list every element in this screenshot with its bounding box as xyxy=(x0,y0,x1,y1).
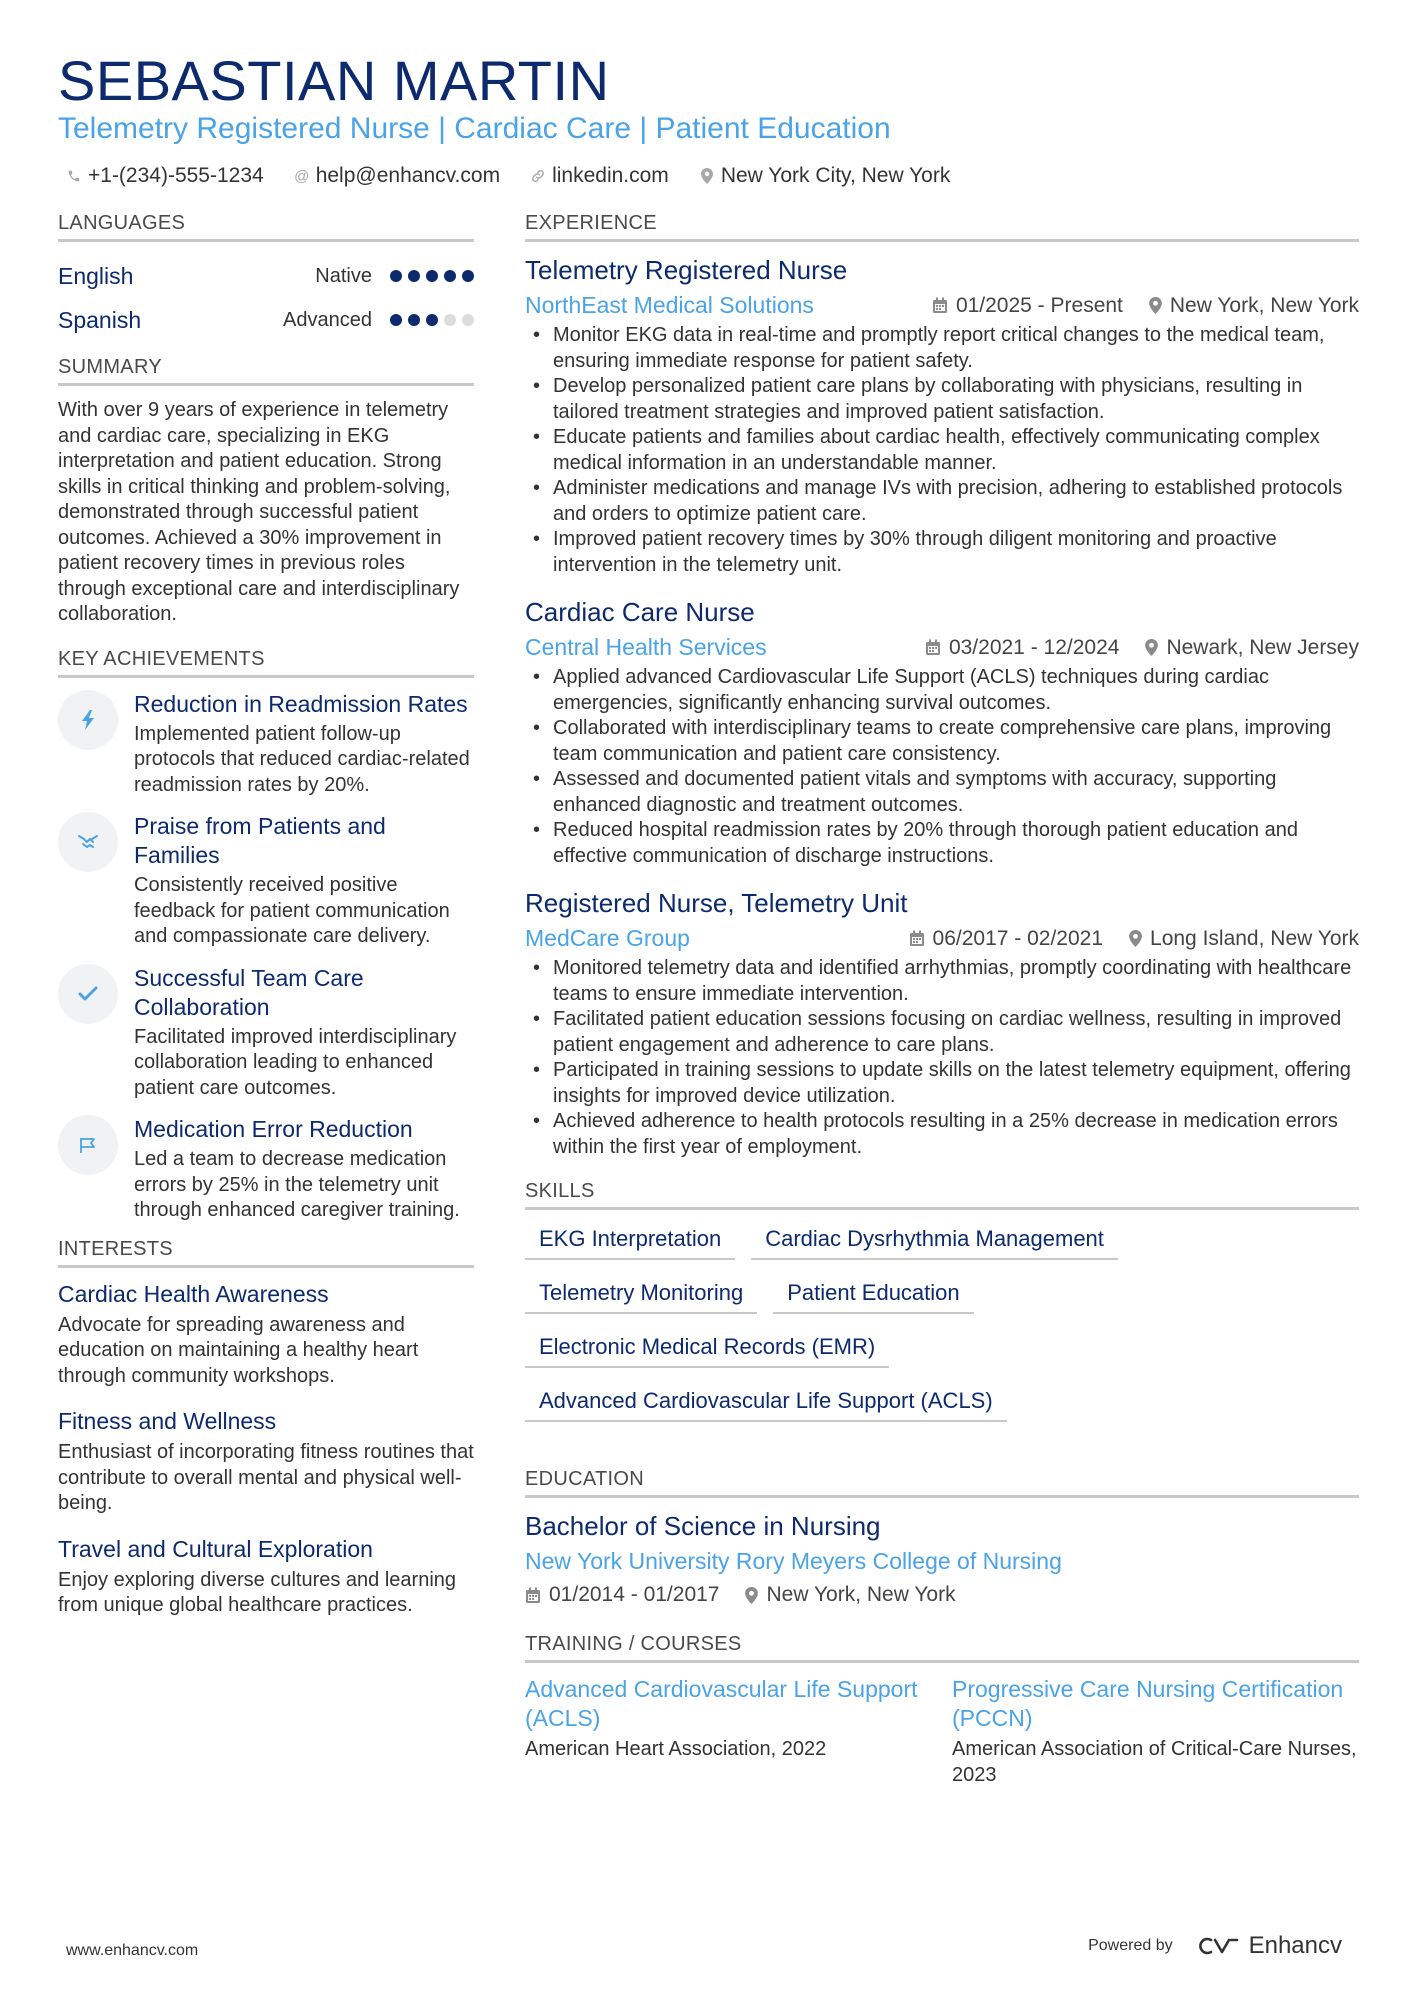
rating-dot-filled xyxy=(462,270,474,282)
course-org: American Heart Association, 2022 xyxy=(525,1738,827,1760)
achievement-desc: Implemented patient follow-up protocols that reduced cardiac-related readmission rates by 20%. xyxy=(134,722,470,796)
course-title: Progressive Care Nursing Certification (PCCN) xyxy=(952,1676,1344,1731)
rating-dot-filled xyxy=(408,314,420,326)
calendar-icon xyxy=(925,639,941,656)
course-title: Advanced Cardiovascular Life Support (ACLS) xyxy=(525,1676,918,1731)
skills-heading: SKILLS xyxy=(525,1180,1359,1210)
enhancv-logo-icon xyxy=(1197,1935,1241,1957)
interest-title: Fitness and Wellness xyxy=(58,1408,277,1434)
interest-desc: Enjoy exploring diverse cultures and learning from unique global healthcare practices. xyxy=(58,1568,457,1616)
right-column xyxy=(525,212,1359,1788)
language-level: Native xyxy=(315,264,372,287)
job-location-text: New York, New York xyxy=(1169,293,1359,317)
job-bullet: • Participated in training sessions to update skills on the latest telemetry equipment, offering insights for improved device utilization. xyxy=(525,1058,1359,1109)
interest-desc: Advocate for spreading awareness and education on maintaining a healthy heart through community workshops. xyxy=(58,1313,419,1387)
contact-phone xyxy=(66,164,264,188)
achievement-desc: Facilitated improved interdisciplinary collaboration leading to enhanced patient care outcomes. xyxy=(134,1025,457,1099)
achievement-title: Reduction in Readmission Rates xyxy=(134,690,468,717)
education-location xyxy=(745,1583,955,1607)
interest-title: Cardiac Health Awareness xyxy=(58,1280,329,1307)
job-title: Registered Nurse, Telemetry Unit xyxy=(525,888,908,918)
job-bullet: • Assessed and documented patient vitals and symptoms with accuracy, supporting enhanced diagnostic and treatment outcomes. xyxy=(525,767,1359,818)
candidate-tagline: Telemetry Registered Nurse | Cardiac Care | Patient Education xyxy=(58,112,891,145)
education-location-text: New York, New York xyxy=(766,1583,956,1606)
calendar-icon xyxy=(525,1587,541,1604)
job-bullets xyxy=(525,665,1359,869)
job-meta xyxy=(525,925,1359,952)
skill-tag: Telemetry Monitoring xyxy=(525,1276,757,1314)
job-dates-text: 03/2021 - 12/2024 xyxy=(948,635,1120,659)
job-dates-text: 01/2025 - Present xyxy=(955,293,1123,317)
course-item xyxy=(525,1675,932,1788)
education-heading: EDUCATION xyxy=(525,1468,1359,1498)
rating-dot-empty xyxy=(462,314,474,326)
job-bullet: • Monitor EKG data in real-time and promptly report critical changes to the medical team, ensuring immediate response for patient safety. xyxy=(525,323,1359,374)
achievement-title: Praise from Patients and Families xyxy=(134,813,386,868)
summary-text: With over 9 years of experience in telemetry and cardiac care, specializing in EKG interpretation and patient education. Strong skills in critical thinking and problem-solving, demonstrated through successful patient outcomes. Achieved a 30% improvement in patient recovery times in previous roles through exceptional care and interdisciplinary collaboration. xyxy=(58,399,460,625)
rating-dot-empty xyxy=(444,314,456,326)
phone-icon xyxy=(66,167,82,185)
education-dates xyxy=(525,1583,719,1607)
rating-dot-filled xyxy=(390,314,402,326)
job-bullet: • Collaborated with interdisciplinary teams to create comprehensive care plans, improving team communication and patient care consistency. xyxy=(525,716,1359,767)
language-item xyxy=(58,254,474,298)
interest-item xyxy=(58,1280,474,1390)
job-bullet: • Achieved adherence to health protocols resulting in a 25% decrease in medication errors within the first year of employment. xyxy=(525,1109,1359,1160)
interest-title: Travel and Cultural Exploration xyxy=(58,1535,373,1562)
job-location-text: Long Island, New York xyxy=(1150,926,1359,950)
job-bullets xyxy=(525,323,1359,578)
job-bullets xyxy=(525,956,1359,1160)
job-company: MedCare Group xyxy=(525,925,690,951)
link-icon xyxy=(530,167,546,185)
job-bullet: • Monitored telemetry data and identified arrhythmias, promptly coordinating with healthcare teams to ensure immediate intervention. xyxy=(525,956,1359,1007)
job-entry xyxy=(525,254,1359,578)
skill-tag: EKG Interpretation xyxy=(525,1222,735,1260)
footer-brand xyxy=(1088,1932,1342,1960)
interests-heading: INTERESTS xyxy=(58,1238,474,1268)
job-entry xyxy=(525,887,1359,1160)
education-entry xyxy=(525,1510,1359,1607)
checkmark-icon xyxy=(58,964,118,1024)
skills-list xyxy=(525,1222,1165,1422)
achievement-item xyxy=(58,812,474,950)
achievement-title: Successful Team Care Collaboration xyxy=(134,964,364,1020)
language-name: English xyxy=(58,262,134,289)
contact-linkedin xyxy=(530,164,669,188)
skill-tag: Electronic Medical Records (EMR) xyxy=(525,1330,889,1368)
achievement-body xyxy=(134,964,474,1102)
languages-heading: LANGUAGES xyxy=(58,212,474,242)
job-dates-text: 06/2017 - 02/2021 xyxy=(932,926,1104,950)
education-meta xyxy=(525,1583,1359,1607)
achievement-desc: Consistently received positive feedback for patient communication and compassionate care delivery. xyxy=(134,874,450,947)
languages-list xyxy=(58,254,474,342)
courses-list xyxy=(525,1675,1359,1788)
job-bullet: • Reduced hospital readmission rates by 20% through thorough patient education and effective communication of discharge instructions. xyxy=(525,818,1359,869)
achievements-heading: KEY ACHIEVEMENTS xyxy=(58,648,474,678)
handshake-icon xyxy=(58,812,118,872)
skill-tag: Patient Education xyxy=(773,1276,973,1314)
job-title: Cardiac Care Nurse xyxy=(525,597,755,627)
achievements-list xyxy=(58,690,474,1224)
interests-list xyxy=(58,1280,474,1619)
location-pin-icon xyxy=(1129,930,1142,947)
job-bullet: • Educate patients and families about cardiac health, effectively communicating complex medical information in an understandable manner. xyxy=(525,425,1359,476)
enhancv-brand-text: Enhancv xyxy=(1248,1932,1342,1959)
job-dates xyxy=(909,927,1103,951)
achievement-body xyxy=(134,690,474,799)
experience-heading: EXPERIENCE xyxy=(525,212,1359,242)
email-text[interactable]: help@enhancv.com xyxy=(315,164,501,187)
powered-by-text: Powered by xyxy=(1088,1937,1173,1954)
location-pin-icon xyxy=(1145,639,1158,656)
contact-location xyxy=(699,164,951,188)
achievement-desc: Led a team to decrease medication errors by 25% in the telemetry unit through enhanced caregiver training. xyxy=(134,1148,460,1221)
interest-desc: Enthusiast of incorporating fitness routines that contribute to overall mental and physical well-being. xyxy=(58,1441,474,1514)
job-bullet: • Administer medications and manage IVs with precision, adhering to established protocols and orders to optimize patient care. xyxy=(525,476,1359,527)
location-pin-icon xyxy=(745,1587,758,1604)
calendar-icon xyxy=(932,297,948,314)
flag-icon xyxy=(58,1115,118,1175)
linkedin-text[interactable]: linkedin.com xyxy=(552,164,669,187)
achievement-body xyxy=(134,812,474,950)
calendar-icon xyxy=(909,930,925,947)
rating-dot-filled xyxy=(426,270,438,282)
achievement-title: Medication Error Reduction xyxy=(134,1116,413,1142)
location-text: New York City, New York xyxy=(720,164,951,187)
phone-text[interactable]: +1-(234)-555-1234 xyxy=(88,164,264,187)
job-entry xyxy=(525,596,1359,869)
interest-item xyxy=(58,1407,474,1517)
interest-item xyxy=(58,1535,474,1619)
course-item xyxy=(952,1675,1359,1788)
lightning-icon xyxy=(58,690,118,750)
achievement-item xyxy=(58,1115,474,1224)
job-meta xyxy=(525,292,1359,319)
rating-dot-filled xyxy=(444,270,456,282)
achievement-item xyxy=(58,964,474,1102)
contact-email xyxy=(294,164,500,188)
job-meta xyxy=(525,634,1359,661)
job-location xyxy=(1145,636,1359,660)
rating-dot-filled xyxy=(408,270,420,282)
job-company: NorthEast Medical Solutions xyxy=(525,292,814,318)
location-pin-icon xyxy=(1149,297,1162,314)
education-school: New York University Rory Meyers College of Nursing xyxy=(525,1548,1062,1574)
language-level: Advanced xyxy=(283,308,372,331)
at-icon: @ xyxy=(294,167,310,185)
education-degree: Bachelor of Science in Nursing xyxy=(525,1511,881,1541)
skill-tag: Advanced Cardiovascular Life Support (ACLS) xyxy=(525,1384,1007,1422)
job-title: Telemetry Registered Nurse xyxy=(525,255,848,285)
achievement-item xyxy=(58,690,474,799)
language-item xyxy=(58,298,474,342)
training-heading: TRAINING / COURSES xyxy=(525,1633,1359,1663)
rating-dot-filled xyxy=(390,270,402,282)
summary-heading: SUMMARY xyxy=(58,356,474,386)
job-location-text: Newark, New Jersey xyxy=(1166,635,1359,659)
education-dates-text: 01/2014 - 01/2017 xyxy=(549,1583,720,1606)
left-column xyxy=(58,212,474,1637)
job-bullet: • Facilitated patient education sessions focusing on cardiac wellness, resulting in improved patient engagement and adherence to care plans. xyxy=(525,1007,1359,1058)
language-rating xyxy=(390,314,474,326)
language-name: Spanish xyxy=(58,306,142,333)
location-pin-icon xyxy=(699,167,715,185)
job-bullet: • Applied advanced Cardiovascular Life Support (ACLS) techniques during cardiac emergencies, significantly enhancing survival outcomes. xyxy=(525,665,1359,716)
contact-bar xyxy=(66,164,950,188)
achievement-body xyxy=(134,1115,474,1224)
job-bullet: • Develop personalized patient care plans by collaborating with physicians, resulting in tailored treatment strategies and improved patient satisfaction. xyxy=(525,374,1359,425)
language-rating xyxy=(390,270,474,282)
rating-dot-filled xyxy=(426,314,438,326)
footer-url[interactable]: www.enhancv.com xyxy=(66,1942,199,1959)
enhancv-logo[interactable] xyxy=(1197,1932,1342,1960)
course-org: American Association of Critical-Care Nurses, 2023 xyxy=(952,1738,1357,1786)
job-dates xyxy=(932,294,1123,318)
job-location xyxy=(1149,294,1359,318)
job-dates xyxy=(925,636,1119,660)
job-bullet: • Improved patient recovery times by 30% through diligent monitoring and proactive intervention in the telemetry unit. xyxy=(525,527,1359,578)
job-company: Central Health Services xyxy=(525,634,767,660)
skill-tag: Cardiac Dysrhythmia Management xyxy=(751,1222,1118,1260)
job-location xyxy=(1129,927,1359,951)
candidate-name: SEBASTIAN MARTIN xyxy=(58,49,610,112)
